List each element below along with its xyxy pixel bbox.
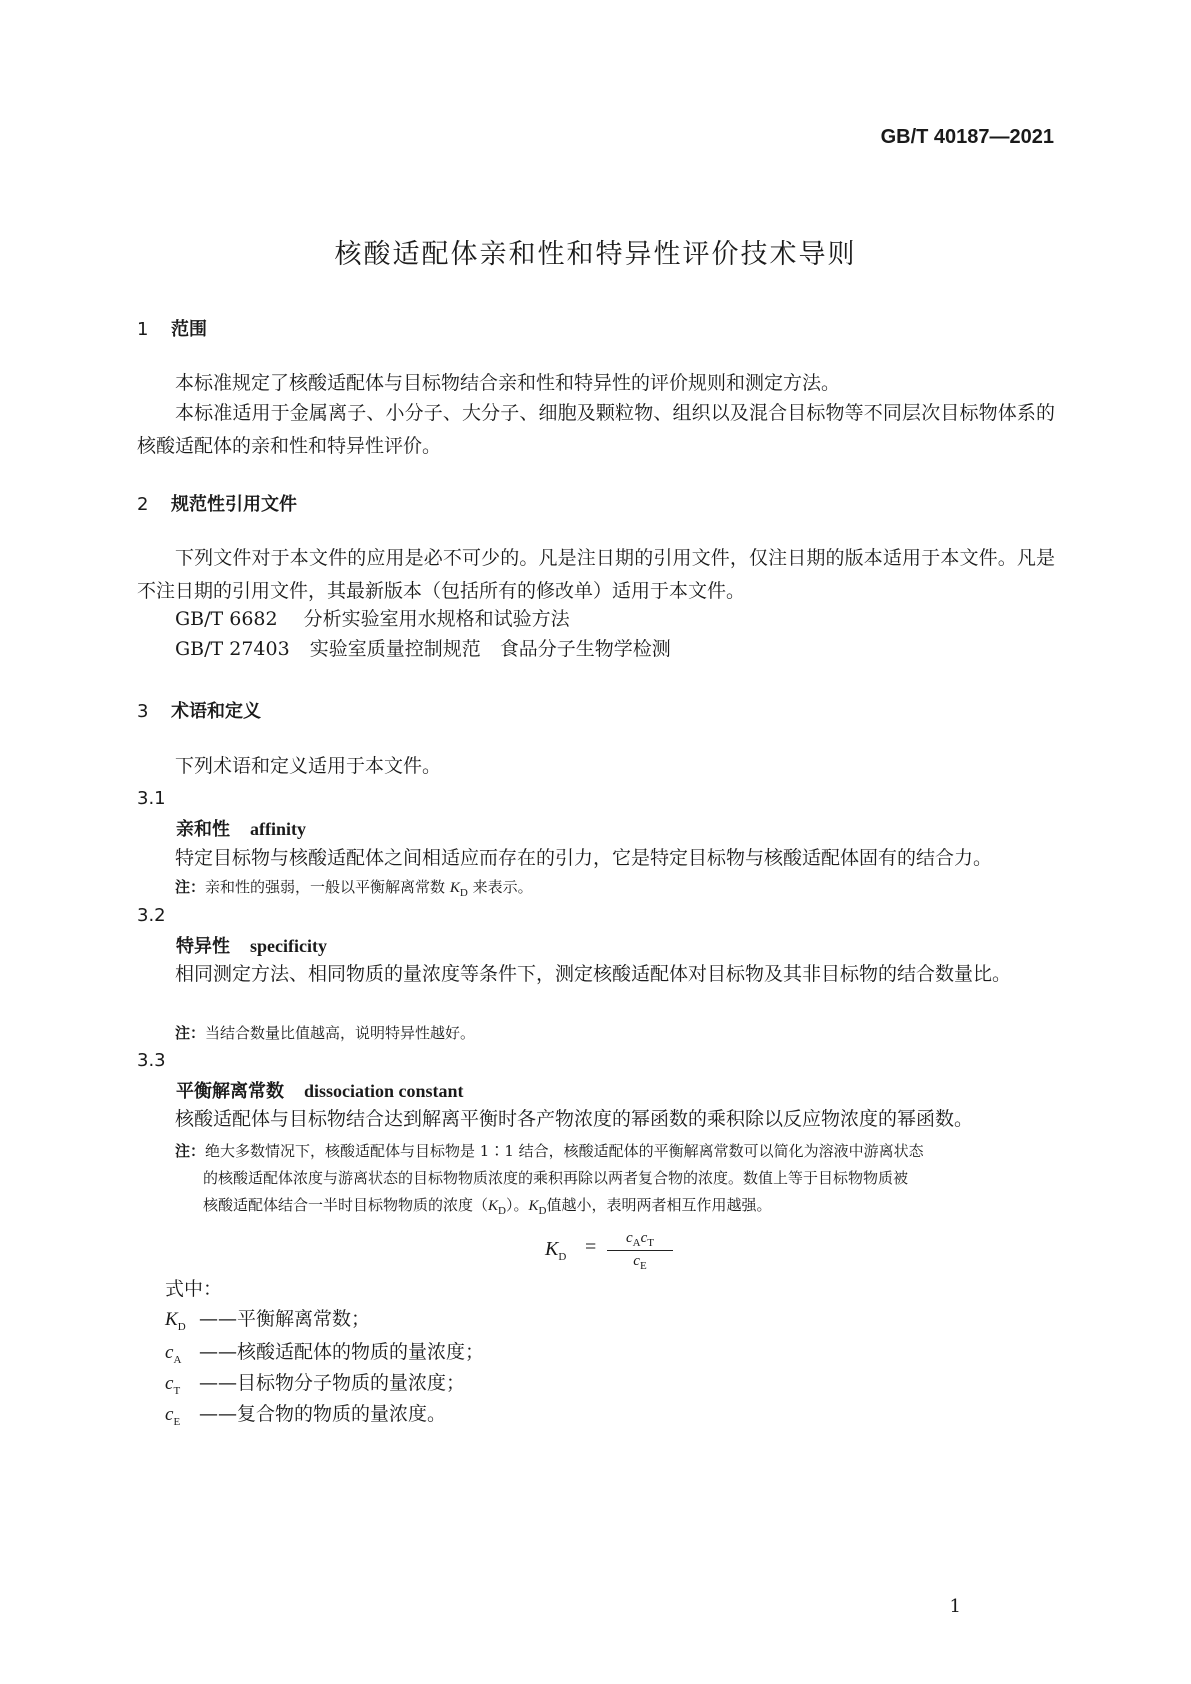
- legend-item: [165, 1337, 484, 1366]
- reference-item: [175, 603, 570, 636]
- note-text: 核酸适配体结合一半时目标物物质的浓度（: [203, 1196, 489, 1214]
- section-number: 3: [137, 701, 149, 722]
- numerator-sub: T: [647, 1237, 655, 1249]
- term-number: 3.2: [137, 905, 166, 926]
- term-en: dissociation constant: [304, 1081, 464, 1101]
- scope-paragraph-2: 本标准适用于金属离子、小分子、大分子、细胞及颗粒物、组织以及混合目标物等不同层次目标物体系的核酸适配体的亲和性和特异性评价。: [137, 402, 1055, 457]
- legend-symbol: [165, 1404, 199, 1428]
- legend-symbol-subscript: T: [173, 1384, 181, 1397]
- note-text: 来表示。: [472, 878, 533, 896]
- legend-item: [165, 1399, 446, 1428]
- legend-symbol-letter: c: [165, 1342, 174, 1363]
- legend-item: [165, 1368, 465, 1397]
- term-number: 3.3: [137, 1050, 166, 1071]
- section-number: 2: [137, 494, 149, 515]
- section-title: 范围: [171, 319, 207, 340]
- kd-symbol: [449, 880, 468, 899]
- formula-numerator: [607, 1230, 673, 1251]
- note-text: 绝大多数情况下，核酸适配体与目标物是 1∶1 结合，核酸适配体的平衡解离常数可以简化为溶液中游离状态: [205, 1142, 924, 1160]
- note-label: 注：: [175, 1142, 206, 1160]
- formula-lhs: [545, 1238, 566, 1263]
- formula-denominator: [607, 1251, 673, 1272]
- kd-letter: K: [488, 1198, 499, 1214]
- term-note-line: 的核酸适配体浓度与游离状态的目标物物质浓度的乘积再除以两者复合物的浓度。数值上等于目标物物质被: [203, 1169, 909, 1187]
- term-heading: [176, 815, 306, 841]
- kd-letter: K: [528, 1198, 539, 1214]
- reference-item: [175, 633, 671, 666]
- kd-subscript: D: [498, 1205, 506, 1217]
- legend-symbol: [165, 1342, 199, 1366]
- term-heading: [176, 1077, 464, 1103]
- legend-symbol: [165, 1309, 199, 1333]
- legend-symbol-subscript: E: [173, 1415, 181, 1428]
- note-text: 亲和性的强弱，一般以平衡解离常数: [205, 878, 446, 896]
- legend-text: ——核酸适配体的物质的量浓度；: [199, 1341, 485, 1363]
- term-heading: [176, 932, 327, 958]
- reference-title: 分析实验室用水规格和试验方法: [303, 608, 570, 630]
- legend-symbol-letter: K: [165, 1309, 178, 1330]
- document-title: 核酸适配体亲和性和特异性评价技术导则: [334, 239, 857, 270]
- legend-text: ——复合物的物质的量浓度。: [199, 1403, 447, 1425]
- page-number: 1: [949, 1596, 961, 1617]
- section-1-heading: [137, 315, 207, 341]
- kd-subscript: D: [538, 1205, 547, 1217]
- section-number: 1: [137, 319, 149, 340]
- note-text: 当结合数量比值越高，说明特异性越好。: [205, 1024, 476, 1042]
- legend-symbol-letter: c: [165, 1404, 174, 1425]
- kd-symbol: [488, 1198, 506, 1217]
- reference-code: GB/T 27403: [175, 638, 290, 660]
- formula-lhs-subscript: D: [558, 1251, 567, 1263]
- section-title: 规范性引用文件: [171, 494, 297, 515]
- formula-lhs-letter: K: [545, 1238, 559, 1260]
- reference-title: 实验室质量控制规范 食品分子生物学检测: [309, 638, 671, 660]
- kd-letter: K: [449, 880, 460, 896]
- term-note: [175, 1022, 475, 1043]
- terms-intro: 下列术语和定义适用于本文件。: [175, 755, 442, 777]
- legend-symbol-subscript: A: [173, 1353, 182, 1366]
- note-text: 值越小，表明两者相互作用越强。: [546, 1196, 772, 1214]
- legend-text: ——目标物分子物质的量浓度；: [199, 1372, 466, 1394]
- note-label: 注：: [175, 1024, 206, 1042]
- term-zh: 亲和性: [176, 819, 230, 840]
- legend-item: [165, 1304, 370, 1333]
- formula-fraction: [607, 1230, 673, 1272]
- standard-number: GB/T 40187—2021: [880, 126, 1054, 148]
- kd-symbol: [528, 1198, 547, 1217]
- legend-symbol: [165, 1373, 199, 1397]
- legend-symbol-letter: c: [165, 1373, 174, 1394]
- numerator-sub: A: [632, 1237, 641, 1249]
- numerator-var: c: [640, 1230, 648, 1246]
- denominator-sub: E: [639, 1260, 647, 1272]
- term-definition: 相同测定方法、相同物质的量浓度等条件下，测定核酸适配体对目标物及其非目标物的结合数量比。: [175, 963, 1012, 985]
- scope-paragraph-1: 本标准规定了核酸适配体与目标物结合亲和性和特异性的评价规则和测定方法。: [175, 372, 841, 394]
- term-en: affinity: [250, 819, 306, 839]
- legend-symbol-subscript: D: [177, 1320, 186, 1333]
- term-note-line: [175, 1140, 924, 1161]
- denominator-var: c: [633, 1253, 640, 1269]
- section-3-heading: [137, 697, 261, 723]
- note-text: ）。: [505, 1196, 529, 1214]
- formula-equals: =: [585, 1236, 597, 1258]
- section-2-heading: [137, 490, 297, 516]
- reference-code: GB/T 6682: [175, 608, 278, 630]
- term-number: 3.1: [137, 788, 166, 809]
- formula-legend-intro: 式中：: [165, 1278, 223, 1300]
- legend-text: ——平衡解离常数；: [199, 1308, 371, 1330]
- note-label: 注：: [175, 878, 206, 896]
- term-zh: 平衡解离常数: [176, 1081, 284, 1102]
- term-definition: 特定目标物与核酸适配体之间相适应而存在的引力，它是特定目标物与核酸适配体固有的结合力。: [175, 847, 993, 869]
- term-note: [175, 876, 533, 899]
- normative-references-paragraph: 下列文件对于本文件的应用是必不可少的。凡是注日期的引用文件，仅注日期的版本适用于本文件。凡是不注日期的引用文件，其最新版本（包括所有的修改单）适用于本文件。: [137, 547, 1055, 602]
- term-zh: 特异性: [176, 936, 230, 957]
- kd-subscript: D: [459, 887, 468, 899]
- term-en: specificity: [250, 936, 327, 956]
- term-definition: 核酸适配体与目标物结合达到解离平衡时各产物浓度的幂函数的乘积除以反应物浓度的幂函数。: [175, 1108, 974, 1130]
- term-note-line: [203, 1194, 771, 1217]
- section-title: 术语和定义: [171, 701, 261, 722]
- numerator-var: c: [625, 1230, 633, 1246]
